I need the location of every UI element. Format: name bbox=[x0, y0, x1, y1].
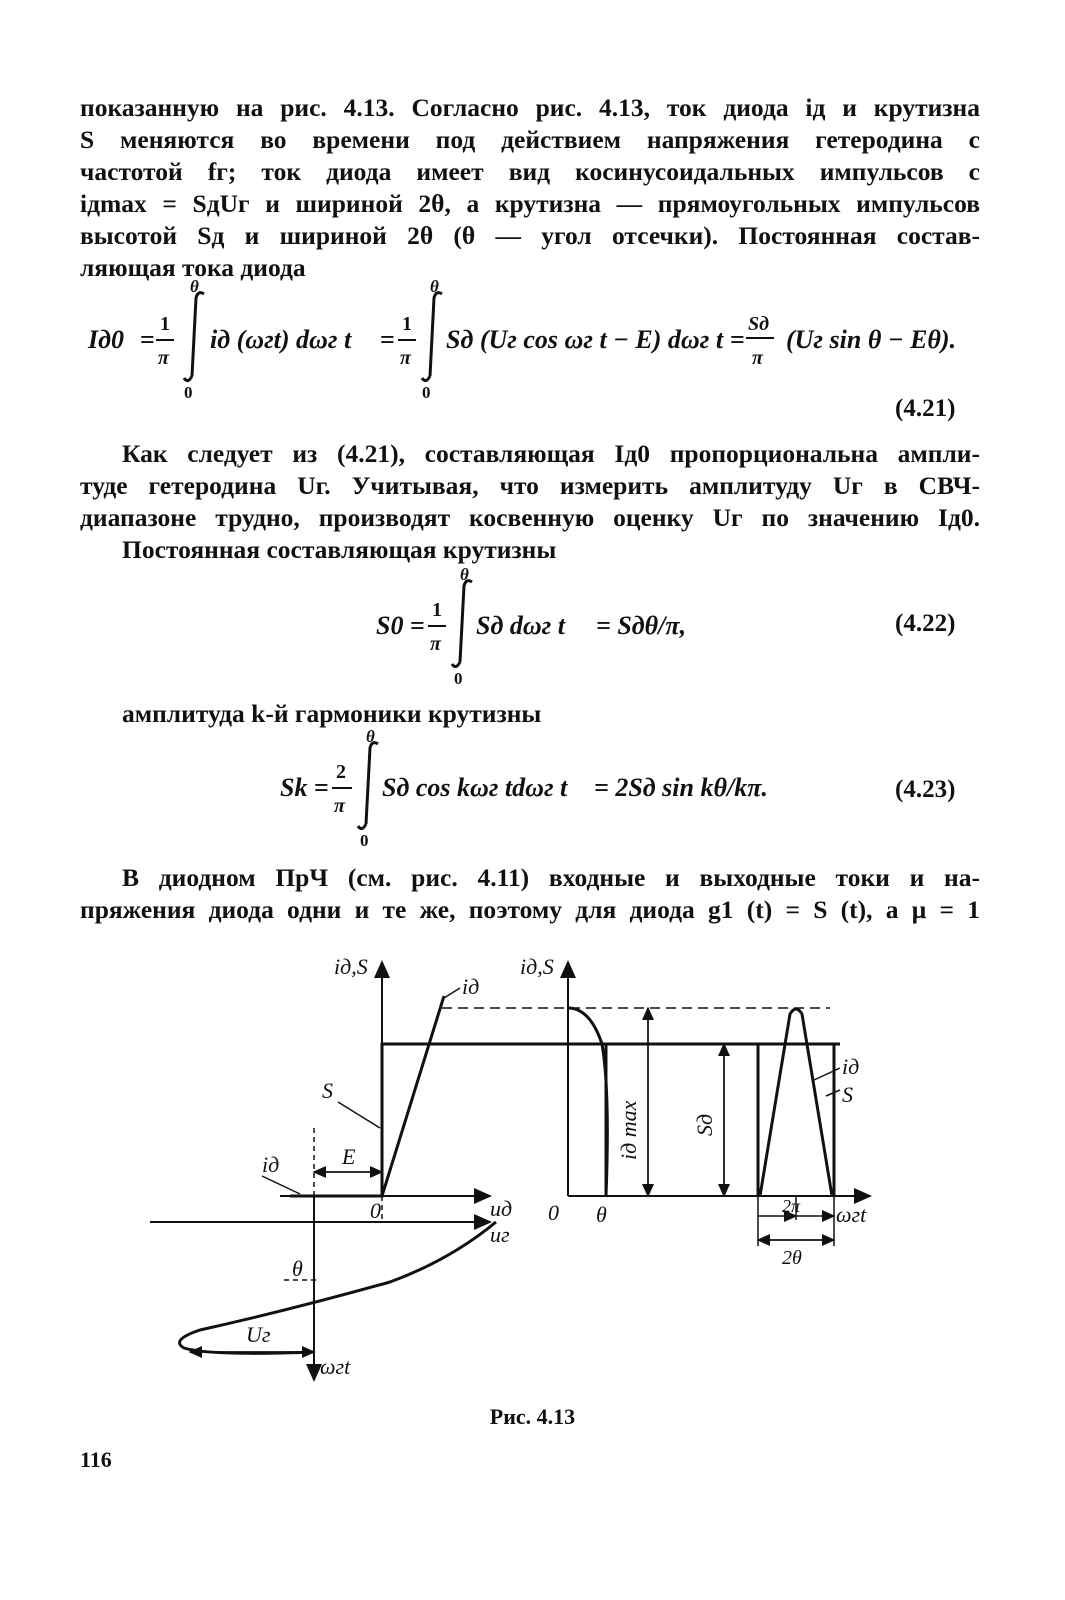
text-line: В диодном ПрЧ (см. рис. 4.11) входные и выходные токи и на- bbox=[122, 863, 980, 892]
text-line: пряжения диода одни и те же, поэтому для диода g1 (t) = S (t), а μ = 1 bbox=[80, 895, 980, 924]
eq-frac-den: π bbox=[400, 347, 411, 369]
text-line: частотой fг; ток диода имеет вид косинусоидальных импульсов с bbox=[80, 157, 980, 186]
zero-left-label: 0 bbox=[370, 1198, 381, 1223]
id-curve-label: iд bbox=[462, 974, 480, 999]
right-axis-label: iд,S bbox=[520, 954, 554, 979]
eq-frac-num: Sд bbox=[748, 313, 770, 335]
eq-result: (Uг sin θ − Eθ). bbox=[786, 325, 957, 354]
text-line: S меняются во времени под действием напряжения гетеродина с bbox=[80, 125, 980, 154]
equation-number: (4.23) bbox=[895, 776, 956, 803]
text-line: туде гетеродина Uг. Учитывая, что измерить амплитуду Uг в СВЧ- bbox=[80, 471, 980, 500]
eq-upper-limit: θ bbox=[366, 727, 375, 746]
Ug-label: Uг bbox=[246, 1322, 271, 1347]
zero-right-label: 0 bbox=[548, 1200, 559, 1225]
idmax-label: iд max bbox=[616, 1100, 641, 1160]
text-line: ляющая тока диода bbox=[80, 253, 306, 282]
eq-upper-limit: θ bbox=[430, 277, 439, 296]
text-line: Постоянная составляющая крутизны bbox=[122, 535, 557, 564]
text-line: iдmax = SдUг и шириной 2θ, а крутизна — прямоугольных импульсов bbox=[80, 189, 980, 218]
eq-frac-num: 2 bbox=[336, 761, 346, 783]
s-left-label: S bbox=[322, 1078, 333, 1103]
eq-integrand: Sд cos kωг tdωг t bbox=[382, 773, 568, 802]
sd-label: Sд bbox=[692, 1113, 717, 1136]
equation-4-22 bbox=[80, 565, 980, 698]
eq-frac-den: π bbox=[430, 633, 441, 655]
theta-left-label: θ bbox=[292, 1256, 303, 1281]
eq-lhs: Sk bbox=[280, 773, 308, 802]
eq-frac-den: π bbox=[752, 347, 763, 369]
theta-right-label: θ bbox=[596, 1202, 607, 1227]
svg-text:=: = bbox=[410, 611, 425, 640]
eq-frac-num: 1 bbox=[402, 313, 412, 335]
id-pulse-2 bbox=[760, 1009, 832, 1196]
svg-text:=: = bbox=[140, 325, 155, 354]
eq-integrand-2: Sд (Uг cos ωг t − E) dωг t bbox=[446, 325, 724, 354]
wt-right-label: ωгt bbox=[836, 1202, 867, 1227]
figure-4-13 bbox=[150, 950, 910, 1390]
eq-upper-limit: θ bbox=[460, 565, 469, 584]
eq-lower-limit: 0 bbox=[360, 831, 369, 850]
s-pulse-1 bbox=[568, 1044, 606, 1196]
eq-integrand: Sд dωг t bbox=[476, 611, 565, 640]
equation-number: (4.21) bbox=[895, 395, 956, 422]
two-theta-label: 2θ bbox=[782, 1247, 802, 1269]
s-right-label: S bbox=[842, 1082, 853, 1107]
eq-frac-num: 1 bbox=[160, 313, 170, 335]
text-line: высотой Sд и шириной 2θ (θ — угол отсечки). Постоянная состав- bbox=[80, 221, 980, 250]
svg-text:=: = bbox=[380, 325, 395, 354]
id-curve-left bbox=[290, 996, 444, 1196]
id-right-label: iд bbox=[842, 1054, 860, 1079]
text-line: показанную на рис. 4.13. Согласно рис. 4.13, ток диода iд и крутизна bbox=[80, 93, 980, 122]
eq-frac-den: π bbox=[334, 795, 345, 817]
text-line: Как следует из (4.21), составляющая Iд0 пропорциональна ампли- bbox=[122, 439, 980, 468]
eq-lhs: S0 bbox=[376, 611, 404, 640]
eq-lower-limit: 0 bbox=[454, 669, 463, 688]
s-pulse-2 bbox=[758, 1044, 834, 1196]
left-axis-label: iд,S bbox=[334, 954, 368, 979]
equation-4-23 bbox=[80, 727, 980, 860]
ug-label: uг bbox=[490, 1222, 510, 1247]
ud-label: uд bbox=[490, 1196, 513, 1221]
paragraph-1 bbox=[80, 92, 980, 284]
eq-lhs: Iд0 bbox=[88, 325, 125, 354]
figure-caption: Рис. 4.13 bbox=[489, 1404, 576, 1429]
page-number: 116 bbox=[80, 1447, 112, 1472]
e-label: E bbox=[342, 1144, 356, 1169]
eq-result: = Sдθ/π, bbox=[596, 611, 687, 640]
id-left-label: iд bbox=[262, 1152, 280, 1177]
wt-left-label: ωгt bbox=[320, 1354, 351, 1379]
eq-lower-limit: 0 bbox=[184, 383, 193, 402]
eq-lower-limit: 0 bbox=[422, 383, 431, 402]
eq-frac-den: π bbox=[158, 347, 169, 369]
paragraph-4 bbox=[80, 862, 980, 926]
paragraph-3 bbox=[80, 698, 980, 730]
equation-4-21 bbox=[80, 278, 980, 408]
equation-number: (4.22) bbox=[895, 610, 956, 637]
paragraph-2 bbox=[80, 438, 980, 566]
ug-curve bbox=[180, 1222, 496, 1353]
svg-text:=: = bbox=[730, 325, 745, 354]
eq-upper-limit: θ bbox=[190, 277, 199, 296]
text-line: диапазоне трудно, производят косвенную оценку Uг по значению Iд0. bbox=[80, 503, 980, 532]
text-line: амплитуда k-й гармоники крутизны bbox=[122, 699, 542, 728]
eq-result: = 2Sд sin kθ/kπ. bbox=[594, 773, 768, 802]
eq-integrand-1: iд (ωгt) dωг t bbox=[210, 325, 352, 354]
two-pi-label: 2π bbox=[782, 1196, 801, 1216]
eq-frac-num: 1 bbox=[432, 599, 442, 621]
id-pulse-1 bbox=[568, 1008, 607, 1196]
svg-text:=: = bbox=[314, 773, 329, 802]
